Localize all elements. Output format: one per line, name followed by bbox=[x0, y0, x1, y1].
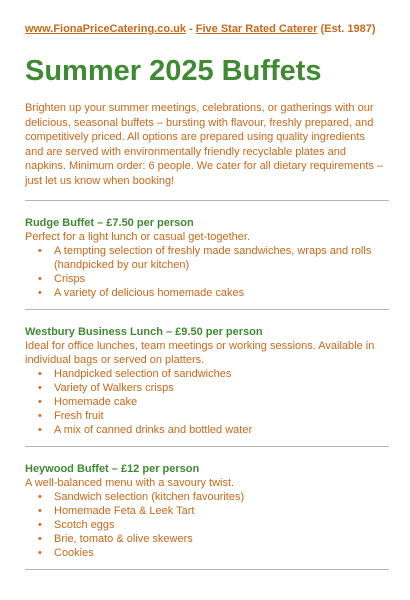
menu-description: Perfect for a light lunch or casual get-together. bbox=[25, 231, 251, 243]
menu-item-list bbox=[25, 490, 385, 560]
bullet-icon: • bbox=[38, 273, 42, 285]
list-item-text: Crisps bbox=[54, 273, 86, 285]
list-item bbox=[38, 546, 385, 560]
menu-sections bbox=[25, 216, 385, 570]
list-item-text: Homemade Feta & Leek Tart bbox=[54, 505, 195, 517]
list-item bbox=[38, 244, 385, 272]
menu-section-rudge bbox=[25, 216, 385, 310]
bullet-icon: • bbox=[38, 287, 42, 299]
list-item bbox=[38, 367, 385, 381]
divider bbox=[25, 309, 389, 310]
established-text: (Est. 1987) bbox=[317, 23, 376, 35]
rating-link[interactable]: Five Star Rated Caterer bbox=[195, 23, 318, 35]
header-separator: - bbox=[185, 23, 196, 35]
bullet-icon: • bbox=[38, 368, 42, 380]
menu-heading: Heywood Buffet – £12 per person bbox=[25, 463, 200, 475]
list-item bbox=[38, 518, 385, 532]
list-item bbox=[38, 272, 385, 286]
list-item-text: Sandwich selection (kitchen favourites) bbox=[54, 491, 245, 503]
list-item bbox=[38, 286, 385, 300]
divider bbox=[25, 569, 389, 570]
list-item-text: Homemade cake bbox=[54, 396, 138, 408]
bullet-icon: • bbox=[38, 410, 42, 422]
menu-section-westbury bbox=[25, 325, 385, 447]
list-item bbox=[38, 381, 385, 395]
bullet-icon: • bbox=[38, 491, 42, 503]
list-item-text: A mix of canned drinks and bottled water bbox=[54, 424, 253, 436]
list-item-text: Scotch eggs bbox=[54, 519, 115, 531]
bullet-icon: • bbox=[38, 533, 42, 545]
list-item bbox=[38, 423, 385, 437]
list-item-text: Variety of Walkers crisps bbox=[54, 382, 174, 394]
menu-item-list bbox=[25, 244, 385, 300]
list-item-text: A variety of delicious homemade cakes bbox=[54, 287, 245, 299]
bullet-icon: • bbox=[38, 424, 42, 436]
menu-section-heywood bbox=[25, 462, 385, 570]
bullet-icon: • bbox=[38, 519, 42, 531]
divider bbox=[25, 446, 389, 447]
menu-item-list bbox=[25, 367, 385, 437]
list-item-text: Brie, tomato & olive skewers bbox=[54, 533, 193, 545]
website-link[interactable]: www.FionaPriceCatering.co.uk bbox=[25, 23, 186, 35]
menu-heading: Westbury Business Lunch – £9.50 per person bbox=[25, 326, 263, 338]
bullet-icon: • bbox=[38, 505, 42, 517]
list-item-text: Fresh fruit bbox=[54, 410, 104, 422]
intro-paragraph: Brighten up your summer meetings, celebrations, or gatherings with our delicious, seasonal buffets – bursting with flavour, freshly prepared, and competitively priced. All options are prepared using quality ingredients and are served with environmentally friendly recyclable plates and napkins. Minimum order: 6 people. We cater for all dietary requirements – just let us know when booking! bbox=[25, 102, 384, 187]
list-item bbox=[38, 504, 385, 518]
list-item bbox=[38, 395, 385, 409]
menu-heading: Rudge Buffet – £7.50 per person bbox=[25, 217, 194, 229]
list-item bbox=[38, 490, 385, 504]
list-item bbox=[38, 409, 385, 423]
menu-description: A well-balanced menu with a savoury twist. bbox=[25, 477, 235, 489]
list-item-text: Cookies bbox=[54, 547, 94, 559]
list-item-text: A tempting selection of freshly made sandwiches, wraps and rolls (handpicked by our kitchen) bbox=[54, 245, 372, 271]
bullet-icon: • bbox=[38, 382, 42, 394]
divider bbox=[25, 200, 389, 201]
bullet-icon: • bbox=[38, 396, 42, 408]
bullet-icon: • bbox=[38, 547, 42, 559]
header-line bbox=[25, 22, 385, 36]
list-item bbox=[38, 532, 385, 546]
page-title: Summer 2025 Buffets bbox=[25, 55, 322, 87]
list-item-text: Handpicked selection of sandwiches bbox=[54, 368, 232, 380]
bullet-icon: • bbox=[38, 245, 42, 257]
menu-description: Ideal for office lunches, team meetings or working sessions. Available in individual bags or served on platters. bbox=[25, 340, 375, 366]
